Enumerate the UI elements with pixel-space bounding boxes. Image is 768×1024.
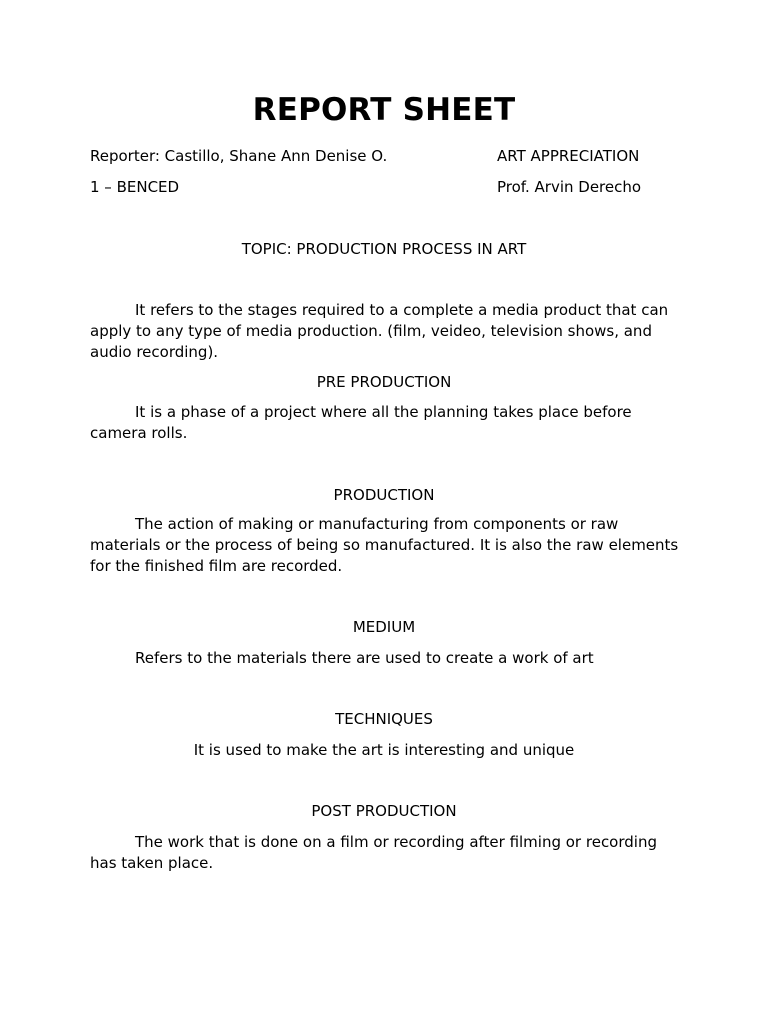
professor-name: Prof. Arvin Derecho xyxy=(497,178,642,196)
section-heading-production: PRODUCTION xyxy=(333,486,435,504)
section-heading-techniques: TECHNIQUES xyxy=(335,710,433,728)
page-title: REPORT SHEET xyxy=(252,92,516,128)
section-body-medium: Refers to the materials there are used to create a work of art xyxy=(135,649,594,667)
intro-paragraph: It refers to the stages required to a complete a media product that can apply to any type of media production. (film, veideo, television shows, and audio recording). xyxy=(90,301,669,361)
section-label: 1 – BENCED xyxy=(90,178,180,196)
section-body-production: The action of making or manufacturing from components or raw materials or the process of being so manufactured. It is also the raw elements for the finished film are recorded. xyxy=(90,515,679,575)
subject-label: ART APPRECIATION xyxy=(497,147,640,165)
reporter-name: Reporter: Castillo, Shane Ann Denise O. xyxy=(90,147,388,165)
section-body-techniques: It is used to make the art is interesting and unique xyxy=(193,741,575,759)
section-body-pre-production: It is a phase of a project where all the planning takes place before camera rolls. xyxy=(90,403,632,442)
section-body-post-production: The work that is done on a film or recording after filming or recording has taken place. xyxy=(90,833,657,872)
section-heading-post-production: POST PRODUCTION xyxy=(311,802,457,820)
topic-line: TOPIC: PRODUCTION PROCESS IN ART xyxy=(241,240,527,258)
section-heading-medium: MEDIUM xyxy=(352,618,416,636)
section-heading-pre-production: PRE PRODUCTION xyxy=(316,373,452,391)
